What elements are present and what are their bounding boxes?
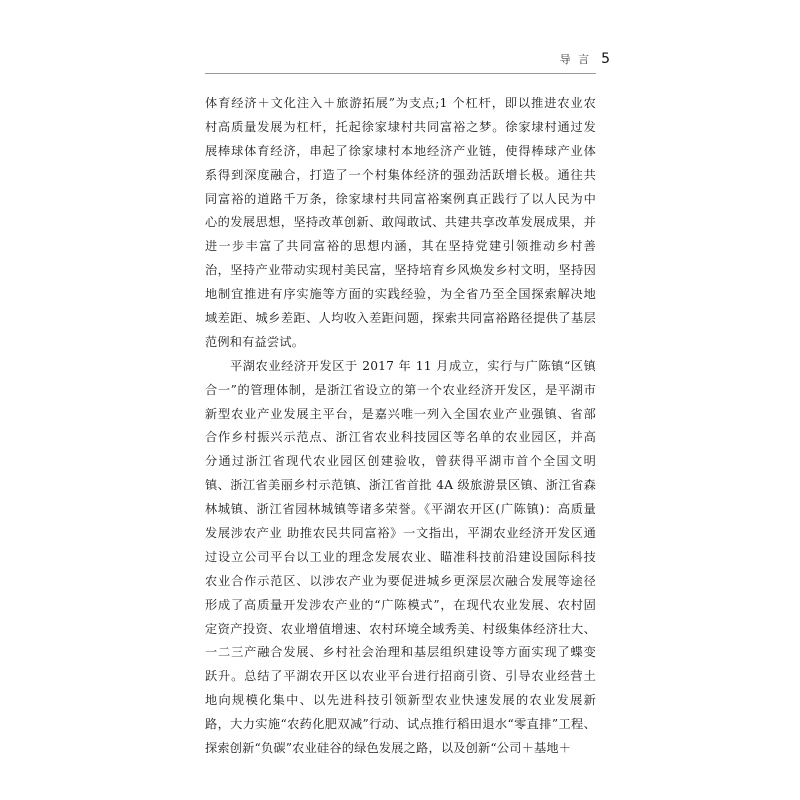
text-line: 路，大力实施“农药化肥双减”行动、试点推行稻田退水“零直排”工程、 xyxy=(205,717,596,732)
text-line: 范例和有益尝试。 xyxy=(205,334,305,349)
text-line: 系得到深度融合，打造了一个村集体经济的强劲活跃增长极。通往共 xyxy=(205,167,596,182)
page-number: 5 xyxy=(601,51,610,67)
text-line: 探索创新“负碳”农业硅谷的绿色发展之路，以及创新“公司＋基地＋ xyxy=(205,741,572,756)
text-line: 地制宜推进有序实施等方面的实践经验，为全省乃至全国探索解决地 xyxy=(205,287,596,302)
text-line: 一二三产融合发展、乡村社会治理和基层组织建设等方面实现了蝶变 xyxy=(205,645,596,660)
text-line: 进一步丰富了共同富裕的思想内涵，其在坚持党建引领推动乡村善 xyxy=(205,239,596,254)
section-label: 导 言 xyxy=(559,53,592,66)
text-line: 村高质量发展为杠杆，托起徐家埭村共同富裕之梦。徐家埭村通过发 xyxy=(205,119,596,134)
text-line: 平湖农业经济开发区于 2017 年 11 月成立，实行与广陈镇“区镇 xyxy=(230,358,596,373)
text-line: 分通过浙江省现代农业园区创建验收，曾获得平湖市首个全国文明 xyxy=(205,454,596,469)
text-line: 跃升。总结了平湖农开区以农业平台进行招商引资、引导农业经营土 xyxy=(205,669,596,684)
text-line: 同富裕的道路千万条，徐家埭村共同富裕案例真正践行了以人民为中 xyxy=(205,191,596,206)
text-line: 地向规模化集中、以先进科技引领新型农业快速发展的农业发展新 xyxy=(205,693,596,708)
text-line: 合作乡村振兴示范点、浙江省农业科技园区等名单的农业园区，并高 xyxy=(205,430,596,445)
text-line: 形成了高质量开发涉农产业的“广陈模式”，在现代农业发展、农村固 xyxy=(205,597,596,612)
text-line: 农业合作示范区、以涉农产业为要促进城乡更深层次融合发展等途径 xyxy=(205,573,596,588)
text-line: 发展涉农产业 助推农民共同富裕》一文指出，平湖农业经济开发区通 xyxy=(205,526,596,541)
text-line: 域差距、城乡差距、人均收入差距问题，探索共同富裕路径提供了基层 xyxy=(205,311,596,326)
text-line: 新型农业产业发展主平台，是嘉兴唯一列入全国农业产业强镇、省部 xyxy=(205,406,596,421)
text-line: 合一”的管理体制，是浙江省设立的第一个农业经济开发区，是平湖市 xyxy=(205,382,596,397)
header-rule xyxy=(205,73,596,74)
body-text xyxy=(205,92,596,761)
text-line: 林城镇、浙江省园林城镇等诸多荣誉。《平湖农开区(广陈镇)：高质量 xyxy=(205,502,596,517)
text-line: 体育经济＋文化注入＋旅游拓展”为支点;1 个杠杆，即以推进农业农 xyxy=(205,96,596,110)
text-line: 心的发展思想，坚持改革创新、敢闯敢试、共建共享改革发展成果，并 xyxy=(205,215,596,230)
text-line: 展棒球体育经济，串起了徐家埭村本地经济产业链，使得棒球产业体 xyxy=(205,143,596,158)
text-line: 定资产投资、农业增值增速、农村环境全域秀美、村级集体经济壮大、 xyxy=(205,621,596,636)
running-header xyxy=(560,52,610,66)
text-line: 治，坚持产业带动实现村美民富，坚持培育乡风焕发乡村文明，坚持因 xyxy=(205,263,596,278)
text-line: 镇、浙江省美丽乡村示范镇、浙江省首批 4A 级旅游景区镇、浙江省森 xyxy=(205,478,596,493)
text-line: 过设立公司平台以工业的理念发展农业、瞄准科技前沿建设国际科技 xyxy=(205,549,596,564)
